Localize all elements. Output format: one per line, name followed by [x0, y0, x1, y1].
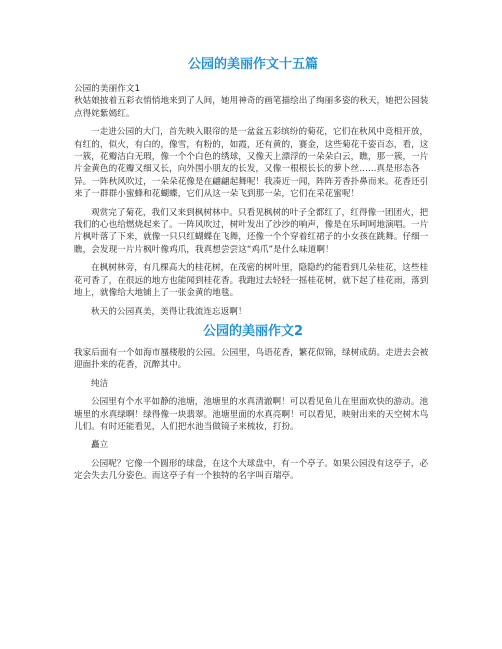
section-2-title: 公园的美丽作文2	[202, 323, 304, 339]
paragraph-chrysanthemum: 一走进公园的大门，首先映入眼帘的是一盆盆五彩缤纷的菊花，它们在秋风中竞相开放，有红的，似火，有白的，像雪，有粉的，如霞，还有黄的，赛金，这些菊花千姿百态，看，这一簇，花瓣洁白无瑕，像一个个白色的绣球，又像天上漂浮的一朵朵白云，瞧，那一簇，一片片金黄色的花瓣又细又长，向外围小朋友的长发，又像一根根长长的萝卜丝……真是形态各异。一阵秋风吹过，一朵朵花像是在翩翩起舞呢！我凑近一闻，阵阵芳香扑鼻而来。花香还引来了一群群小蜜蜂和花蝴蝶，它们从这一朵飞到那一朵，它们在采花蜜呢！	[74, 127, 429, 200]
paragraph-intro: 秋姑娘披着五彩衣悄悄地来到了人间，她用神奇的画笔描绘出了绚丽多姿的秋天，她把公园装点得姹紫嫣红。	[74, 96, 429, 119]
subheading-tall: 矗立	[91, 440, 109, 451]
paragraph-pond: 公园里有个水平如静的池塘，池塘里的水真清澈啊！可以看见鱼儿在里面欢快的游动。池塘里的水真绿啊！绿得像一块翡翠。池塘里面的水真亮啊！可以看见，映射出来的天空树木鸟儿们。有时还能看见，人们把水池当做镜子来梳妆，打扮。	[74, 397, 429, 432]
paragraph-park-intro: 我家后面有一个如海市蜃楼般的公园。公园里，鸟语花香，繁花似锦，绿树成荫。走进去会被迎面扑来的花香，沉醉其中。	[74, 347, 429, 371]
paragraph-pavilion: 公园呢？它像一个圆形的球盘，在这个大球盘中，有一个亭子。如果公园没有这亭子，必定会失去几分姿色。而这亭子有一个独特的名字叫百瑞亭。	[74, 458, 429, 482]
paragraph-maple: 观赏完了菊花，我们又来到枫树林中。只看见枫树的叶子全都红了，红得像一团团火，把我们的心也给燃烧起来了。一阵风吹过，树叶发出了沙沙的响声，像是在乐呵呵地演唱。一片片枫叶落了下来，就像一只只红蝴蝶在飞舞，还像一个个穿着红裙子的小女孩在跳舞。仔细一瞧，会发现一片片枫叶像鸡爪，我真想尝尝这“鸡爪”是什么味道啊！	[74, 207, 429, 255]
section-1-label: 公园的美丽作文1	[74, 84, 141, 94]
document-title: 公园的美丽作文十五篇	[187, 57, 318, 72]
paragraph-closing: 秋天的公园真美，美得让我流连忘返啊！	[91, 306, 247, 317]
subheading-pure: 纯洁	[91, 378, 109, 389]
paragraph-osmanthus: 在枫树林旁，有几棵高大的桂花树，在茂密的树叶里，隐隐约约能看到几朵桂花，这些桂花可香了，在很远的地方也能闻到桂花香。我跑过去轻轻一摇桂花树，就下起了桂花雨，落到地上，就像给大地铺上了一张金黄的地毯。	[74, 263, 429, 299]
